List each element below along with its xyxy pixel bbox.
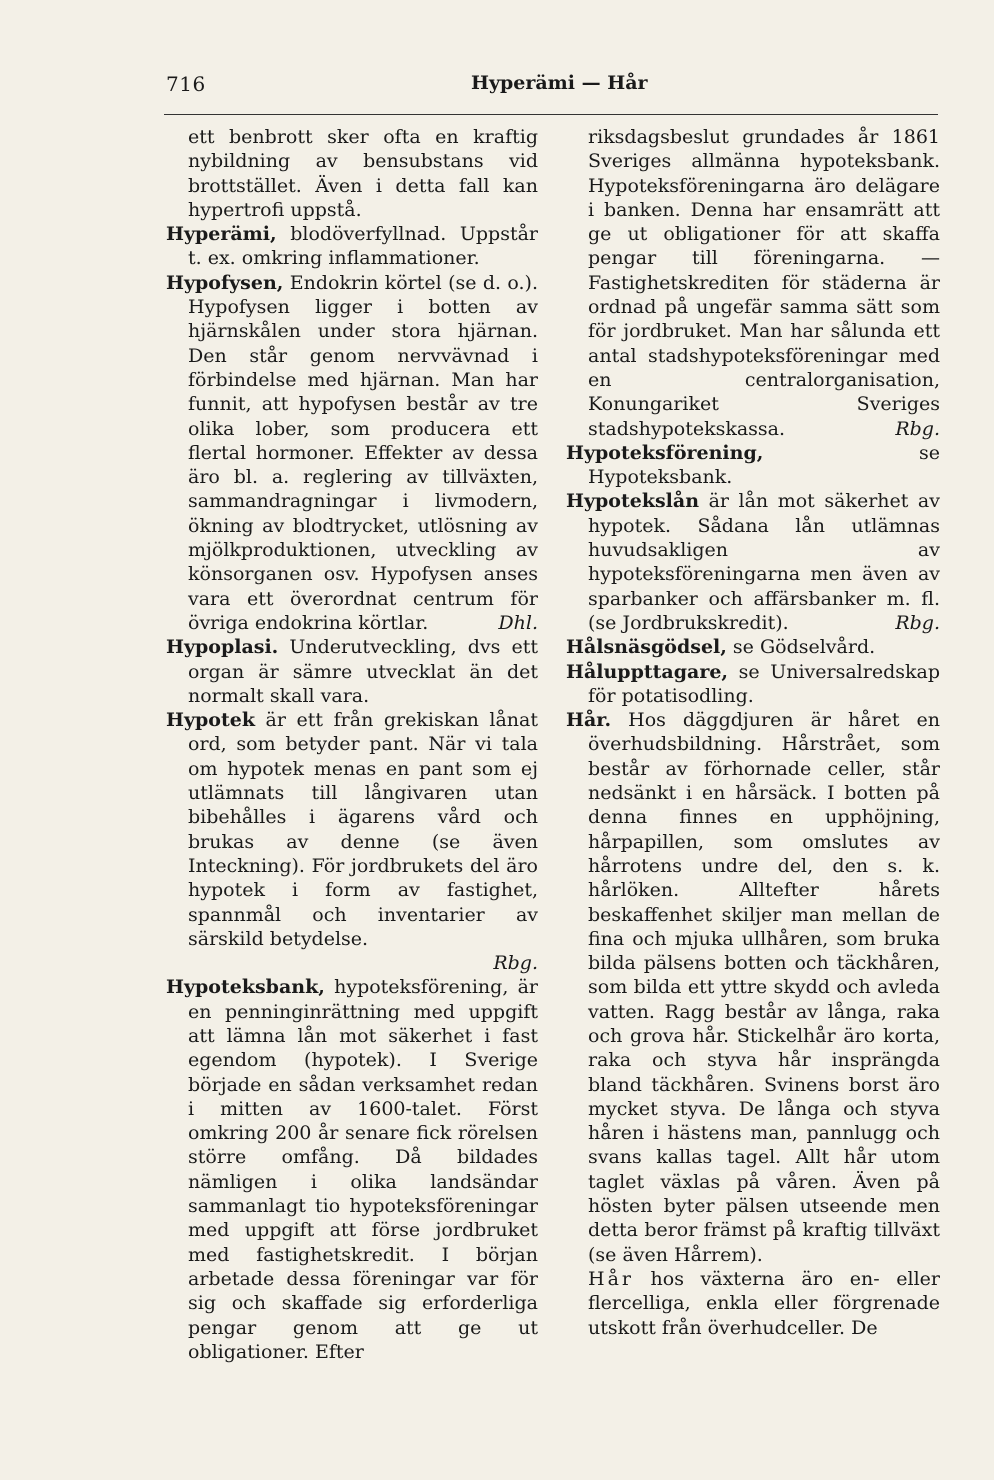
entry-hypoplasi xyxy=(166,635,538,708)
entry-hypotek xyxy=(166,708,538,975)
entry-hypoteksbank xyxy=(166,975,538,1364)
author-signature: Rbg. xyxy=(493,952,538,975)
header-rule xyxy=(164,114,938,115)
entry-text: hos växterna äro en- eller flercelliga, enkla eller förgrenade utskott från överhudceller. De xyxy=(588,1267,940,1339)
entry-headword: Hypoteksbank, xyxy=(166,976,325,999)
entry-continuation xyxy=(566,125,940,441)
entry-subheadword: Hår xyxy=(588,1267,634,1290)
entry-text: riksdagsbeslut grundades år 1861 Sveriges allmänna hypoteksbank. Hypoteksföreningarna äro delägare i banken. Denna har ensamrätt att ge ut obligationer för att skaffa pengar till föreningarna. — Fastighetskrediten för städerna är ordnad på ungefär samma sätt som för jordbruket. Man har sålunda ett antal stadshypoteksföreningar med en centralorganisation, Konungariket Sveriges stadshypotekskassa. xyxy=(588,126,940,440)
entry-halsnasgodsel xyxy=(566,635,940,659)
entry-text: se Hypoteksbank. xyxy=(588,441,940,489)
entry-har xyxy=(566,708,940,1267)
left-column xyxy=(166,125,538,1364)
entry-text: är ett från grekiskan lånat ord, som betyder pant. När vi tala om hypotek menas en pant som ej utlämnats till långivaren utan bibehålles i ägarens vård och brukas av denne (se även Inteckning). För jordbrukets del äro hypotek i form av fastighet, spannmål och inventarier av särskild betydelse. xyxy=(188,709,538,950)
entry-text: Underutveckling, dvs ett organ är sämre utvecklat än det normalt skall vara. xyxy=(188,636,538,707)
entry-text: Endokrin körtel (se d. o.). Hypofysen ligger i botten av hjärnskålen under stora hjärnan. Den står genom nervvävnad i förbindelse med hjärnan. Man har funnit, att hypofysen består av tre olika lober, som producera ett flertal hormoner. Effekter av dessa äro bl. a. reglering av tillväxten, sammandragningar i livmodern, ökning av blodtrycket, utlösning av mjölkproduktionen, utveckling av könsorganen osv. Hypofysen anses vara ett överordnat centrum för övriga endokrina körtlar. xyxy=(188,271,538,634)
page-number: 716 xyxy=(166,72,206,96)
entry-headword: Håluppttagare, xyxy=(566,660,729,683)
entry-headword: Hypotek xyxy=(166,709,255,732)
running-head: Hyperämi — Hår xyxy=(471,72,648,94)
entry-continuation xyxy=(166,125,538,222)
page-header xyxy=(166,72,938,104)
entry-headword: Hypofysen, xyxy=(166,271,284,294)
entry-hypoteksforening xyxy=(566,441,940,490)
entry-text: se Gödselvård. xyxy=(726,636,876,659)
entry-headword: Hypotekslån xyxy=(566,490,700,513)
author-signature: Rbg. xyxy=(895,611,940,634)
entry-text: blodöverfyllnad. Uppstår t. ex. omkring inflammationer. xyxy=(188,223,538,270)
entry-text: hypoteksförening, är en penninginrättning med uppgift att lämna lån mot säkerhet i fast egendom (hypotek). I Sverige började en sådan verksamhet redan i mitten av 1600-talet. Först omkring 200 år senare fick rörelsen större omfång. Då bildades nämligen i olika landsändar sammanlagt tio hypoteksföreningar med uppgift att förse jordbruket med fastighetskredit. I början arbetade dessa föreningar var för sig och skaffade sig erforderliga pengar genom att ge ut obligationer. Efter xyxy=(188,976,538,1363)
entry-headword: Hålsnäsgödsel, xyxy=(566,636,727,659)
entry-text: se Universalredskap för potatisodling. xyxy=(588,660,940,707)
right-column xyxy=(566,125,940,1340)
entry-headword: Hypoteksförening, xyxy=(566,441,764,464)
entry-text: är lån mot säkerhet av hypotek. Sådana lån utlämnas huvudsakligen av hypoteksföreningarna men även av sparbanker och affärsbanker m. fl. (se Jordbrukskredit). xyxy=(588,490,940,634)
entry-headword: Hypoplasi. xyxy=(166,636,279,659)
entry-haluppttagare xyxy=(566,660,940,709)
entry-hypotekslan xyxy=(566,489,940,635)
entry-har-vaxter xyxy=(566,1267,940,1340)
entry-hypofysen xyxy=(166,271,538,635)
entry-headword: Hår. xyxy=(566,709,612,732)
author-signature: Rbg. xyxy=(895,417,940,440)
entry-text: ett benbrott sker ofta en kraftig nybildning av bensubstans vid brottstället. Även i detta fall kan hypertrofi uppstå. xyxy=(188,126,538,221)
author-signature: Dhl. xyxy=(498,611,538,634)
entry-hyperami xyxy=(166,222,538,271)
entry-text: Hos däggdjuren är håret en överhudsbildning. Hårstrået, som består av förhornade celler, står nedsänkt i en hårsäck. I botten på denna finnes en upphöjning, hårpapillen, som omslutes av hårrotens undre del, den s. k. hårlöken. Alltefter hårets beskaffenhet skiljer man mellan de fina och mjuka ullhåren, som bruka bilda pälsens botten och täckhåren, som bilda ett yttre skydd och avleda vatten. Ragg består av långa, raka och grova hår. Stickelhår äro korta, raka och styva hår insprängda bland täckhåren. Svinens borst äro mycket styva. De långa och styva håren i hästens man, pannlugg och svans kallas tagel. Allt hår utom taglet växlas på våren. Även på hösten byter pälsen utseende men detta beror främst på kraftig tillväxt (se även Hårrem). xyxy=(588,709,940,1266)
entry-headword: Hyperämi, xyxy=(166,223,277,246)
